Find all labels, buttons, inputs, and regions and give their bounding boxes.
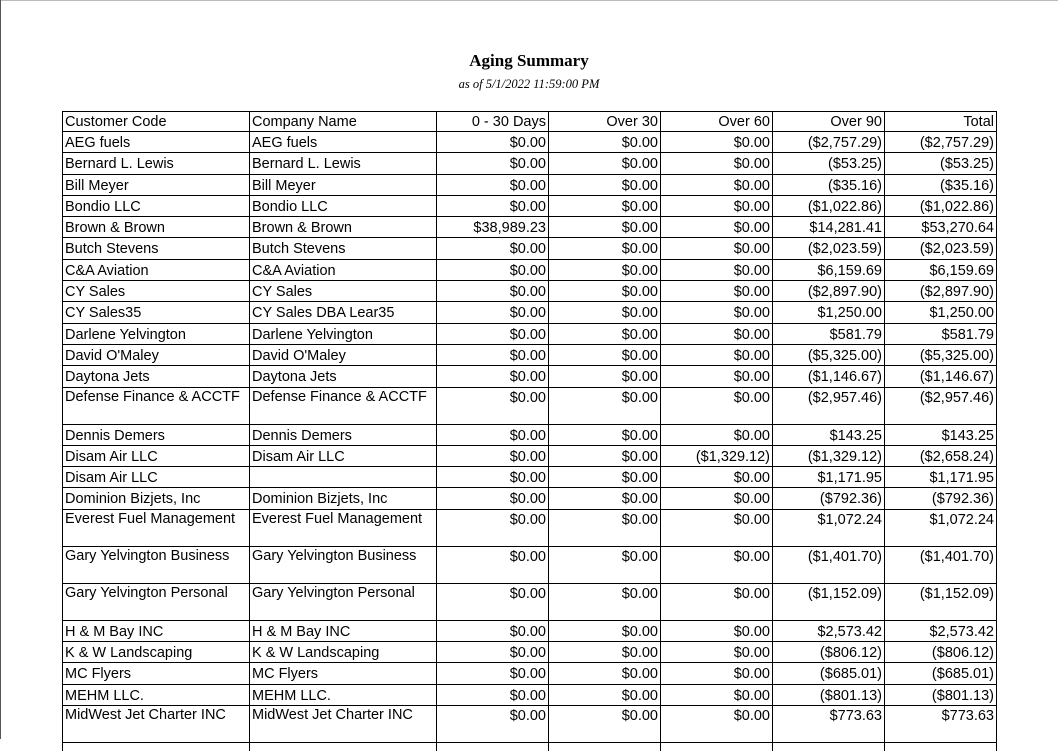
table-row <box>62 388 996 425</box>
over-30-cell: $0.00 <box>621 241 658 258</box>
days-0-30-cell: $0.00 <box>509 491 546 508</box>
customer-code-cell: MC Flyers <box>65 666 132 683</box>
over-90-cell: ($1,401.70) <box>807 548 882 565</box>
over-30-cell: $0.00 <box>621 687 658 704</box>
header-over-90: Over 90 <box>830 114 882 130</box>
page-left-edge <box>0 0 1 739</box>
table-row <box>62 584 996 621</box>
customer-code-cell: H & M Bay INC <box>65 623 164 640</box>
over-30-cell: $0.00 <box>621 369 658 386</box>
over-30-cell: $0.00 <box>621 645 658 662</box>
over-30-cell: $0.00 <box>621 156 658 173</box>
over-60-cell: $0.00 <box>733 511 770 528</box>
table-row <box>62 175 996 196</box>
company-name-cell: Gary Yelvington Personal <box>252 585 415 601</box>
over-30-cell: $0.00 <box>621 305 658 322</box>
over-60-cell: $0.00 <box>733 666 770 683</box>
company-name-cell: Everest Fuel Management <box>252 511 423 527</box>
over-30-cell: $0.00 <box>621 623 658 640</box>
total-cell: ($2,658.24) <box>919 448 994 465</box>
over-30-cell: $0.00 <box>621 389 658 406</box>
company-name-cell: Dennis Demers <box>252 427 352 444</box>
days-0-30-cell: $0.00 <box>509 448 546 465</box>
days-0-30-cell: $0.00 <box>509 369 546 386</box>
header-0-30-days: 0 - 30 Days <box>471 114 546 130</box>
over-60-cell: $0.00 <box>733 198 770 215</box>
over-60-cell: $0.00 <box>733 347 770 364</box>
table-row <box>62 196 996 217</box>
over-90-cell: $2,573.42 <box>817 623 882 640</box>
total-cell: ($1,401.70) <box>919 548 994 565</box>
days-0-30-cell: $0.00 <box>509 548 546 565</box>
over-30-cell: $0.00 <box>621 220 658 237</box>
total-cell: ($2,897.90) <box>919 284 994 301</box>
total-cell: ($801.13) <box>931 687 994 704</box>
customer-code-cell: Darlene Yelvington <box>65 326 186 343</box>
header-over-30: Over 30 <box>606 114 658 130</box>
days-0-30-cell: $0.00 <box>509 241 546 258</box>
days-0-30-cell: $0.00 <box>509 326 546 343</box>
total-cell: ($2,957.46) <box>919 389 994 406</box>
table-row <box>62 467 996 488</box>
over-60-cell: $0.00 <box>733 687 770 704</box>
customer-code-cell: K & W Landscaping <box>65 645 193 662</box>
customer-code-cell: Everest Fuel Management <box>65 511 236 527</box>
days-0-30-cell: $0.00 <box>509 262 546 279</box>
table-row <box>62 132 996 153</box>
company-name-cell: C&A Aviation <box>252 262 336 279</box>
over-90-cell: ($1,152.09) <box>807 585 882 602</box>
customer-code-cell: Gary Yelvington Business <box>65 548 230 564</box>
customer-code-cell: Disam Air LLC <box>65 470 158 487</box>
company-name-cell: CY Sales <box>252 284 313 301</box>
company-name-cell: Butch Stevens <box>252 241 346 258</box>
company-name-cell: MidWest Jet Charter INC <box>252 707 413 723</box>
table-row <box>62 642 996 663</box>
customer-code-cell: Brown & Brown <box>65 220 165 237</box>
days-0-30-cell: $0.00 <box>509 305 546 322</box>
company-name-cell: H & M Bay INC <box>252 623 351 640</box>
header-over-60: Over 60 <box>718 114 770 130</box>
company-name-cell: Dominion Bizjets, Inc <box>252 491 388 508</box>
over-60-cell: $0.00 <box>733 135 770 151</box>
over-60-cell: $0.00 <box>733 491 770 508</box>
company-name-cell: K & W Landscaping <box>252 645 380 662</box>
company-name-cell: Daytona Jets <box>252 369 337 386</box>
customer-code-cell: Dominion Bizjets, Inc <box>65 491 201 508</box>
over-90-cell: ($1,329.12) <box>807 448 882 465</box>
table-row <box>62 547 996 584</box>
company-name-cell: Gary Yelvington Business <box>252 548 417 564</box>
over-90-cell: $1,250.00 <box>817 305 882 322</box>
over-60-cell: $0.00 <box>733 305 770 322</box>
over-90-cell: $1,072.24 <box>817 511 882 528</box>
days-0-30-cell: $38,989.23 <box>473 220 546 237</box>
over-60-cell: ($1,329.12) <box>695 448 770 465</box>
over-90-cell: ($792.36) <box>819 491 882 508</box>
over-90-cell: $1,171.95 <box>817 470 882 487</box>
over-90-cell: ($1,146.67) <box>807 369 882 386</box>
over-60-cell: $0.00 <box>733 241 770 258</box>
total-cell: ($1,152.09) <box>919 585 994 602</box>
over-90-cell: ($53.25) <box>827 156 882 173</box>
over-30-cell: $0.00 <box>621 491 658 508</box>
company-name-cell: Disam Air LLC <box>252 448 345 465</box>
table-row <box>62 260 996 281</box>
table-row <box>62 706 996 743</box>
total-cell: ($685.01) <box>931 666 994 683</box>
over-90-cell: $581.79 <box>829 326 882 343</box>
table-row <box>62 238 996 259</box>
customer-code-cell: Daytona Jets <box>65 369 150 386</box>
table-row <box>62 345 996 366</box>
customer-code-cell: CY Sales <box>65 284 126 301</box>
over-60-cell: $0.00 <box>733 156 770 173</box>
days-0-30-cell: $0.00 <box>509 389 546 406</box>
total-cell: $2,573.42 <box>929 623 994 640</box>
over-90-cell: ($685.01) <box>819 666 882 683</box>
table-row <box>62 366 996 387</box>
days-0-30-cell: $0.00 <box>509 347 546 364</box>
table-row <box>62 302 996 323</box>
over-90-cell: ($5,325.00) <box>807 347 882 364</box>
over-30-cell: $0.00 <box>621 470 658 487</box>
aging-table <box>62 111 996 743</box>
over-60-cell: $0.00 <box>733 284 770 301</box>
total-cell: ($35.16) <box>939 177 994 194</box>
total-cell: $53,270.64 <box>921 220 994 237</box>
total-cell: $581.79 <box>941 326 994 343</box>
customer-code-cell: David O'Maley <box>65 347 159 364</box>
over-90-cell: ($806.12) <box>819 645 882 662</box>
over-60-cell: $0.00 <box>733 427 770 444</box>
total-cell: ($53.25) <box>939 156 994 173</box>
days-0-30-cell: $0.00 <box>509 687 546 704</box>
over-90-cell: $6,159.69 <box>817 262 882 279</box>
over-60-cell: $0.00 <box>733 548 770 565</box>
days-0-30-cell: $0.00 <box>509 623 546 640</box>
total-cell: ($792.36) <box>931 491 994 508</box>
header-customer-code: Customer Code <box>65 114 167 130</box>
company-name-cell: MC Flyers <box>252 666 319 683</box>
customer-code-cell: C&A Aviation <box>65 262 149 279</box>
table-row <box>62 324 996 345</box>
company-name-cell: Bill Meyer <box>252 177 316 194</box>
over-60-cell: $0.00 <box>733 369 770 386</box>
total-cell: ($1,146.67) <box>919 369 994 386</box>
table-row <box>62 153 996 174</box>
company-name-cell: Bondio LLC <box>252 198 328 215</box>
header-company-name: Company Name <box>252 114 357 130</box>
company-name-cell <box>249 470 436 487</box>
days-0-30-cell: $0.00 <box>509 666 546 683</box>
over-60-cell: $0.00 <box>733 585 770 602</box>
days-0-30-cell: $0.00 <box>509 645 546 662</box>
company-name-cell: David O'Maley <box>252 347 346 364</box>
days-0-30-cell: $0.00 <box>509 135 546 151</box>
over-60-cell: $0.00 <box>733 326 770 343</box>
over-30-cell: $0.00 <box>621 585 658 602</box>
customer-code-cell: AEG fuels <box>65 135 131 151</box>
company-name-cell: MEHM LLC. <box>252 687 331 704</box>
page-top-edge <box>0 0 1058 1</box>
over-60-cell: $0.00 <box>733 707 770 724</box>
customer-code-cell: MEHM LLC. <box>65 687 144 704</box>
over-30-cell: $0.00 <box>621 448 658 465</box>
company-name-cell: Defense Finance & ACCTF <box>252 389 427 405</box>
over-60-cell: $0.00 <box>733 645 770 662</box>
total-cell: $773.63 <box>941 707 994 724</box>
table-row <box>62 281 996 302</box>
over-60-cell: $0.00 <box>733 389 770 406</box>
over-60-cell: $0.00 <box>733 623 770 640</box>
total-cell: $1,171.95 <box>929 470 994 487</box>
over-90-cell: ($2,757.29) <box>807 135 882 151</box>
customer-code-cell: MidWest Jet Charter INC <box>65 707 226 723</box>
header-total: Total <box>963 114 994 130</box>
report-subtitle: as of 5/1/2022 11:59:00 PM <box>458 77 600 91</box>
customer-code-cell: CY Sales35 <box>65 305 142 322</box>
company-name-cell: AEG fuels <box>252 135 318 151</box>
total-cell: ($2,757.29) <box>919 135 994 151</box>
table-body <box>62 132 996 743</box>
over-90-cell: ($1,022.86) <box>807 198 882 215</box>
company-name-cell: Brown & Brown <box>252 220 352 237</box>
over-90-cell: ($2,897.90) <box>807 284 882 301</box>
customer-code-cell: Dennis Demers <box>65 427 165 444</box>
over-30-cell: $0.00 <box>621 707 658 724</box>
table-row <box>62 217 996 238</box>
over-30-cell: $0.00 <box>621 326 658 343</box>
days-0-30-cell: $0.00 <box>509 177 546 194</box>
total-cell: $1,072.24 <box>929 511 994 528</box>
customer-code-cell: Butch Stevens <box>65 241 159 258</box>
customer-code-cell: Disam Air LLC <box>65 448 158 465</box>
over-90-cell: $143.25 <box>829 427 882 444</box>
over-90-cell: ($801.13) <box>819 687 882 704</box>
over-90-cell: $773.63 <box>829 707 882 724</box>
table-row <box>62 446 996 467</box>
total-cell: $143.25 <box>941 427 994 444</box>
days-0-30-cell: $0.00 <box>509 198 546 215</box>
table-row <box>62 425 996 446</box>
over-60-cell: $0.00 <box>733 177 770 194</box>
total-cell: ($1,022.86) <box>919 198 994 215</box>
days-0-30-cell: $0.00 <box>509 707 546 724</box>
table-row <box>62 621 996 642</box>
days-0-30-cell: $0.00 <box>509 156 546 173</box>
col-divider <box>996 111 997 751</box>
over-30-cell: $0.00 <box>621 198 658 215</box>
total-cell: ($2,023.59) <box>919 241 994 258</box>
days-0-30-cell: $0.00 <box>509 585 546 602</box>
over-30-cell: $0.00 <box>621 511 658 528</box>
days-0-30-cell: $0.00 <box>509 470 546 487</box>
over-30-cell: $0.00 <box>621 427 658 444</box>
over-90-cell: ($35.16) <box>827 177 882 194</box>
over-60-cell: $0.00 <box>733 470 770 487</box>
over-90-cell: ($2,957.46) <box>807 389 882 406</box>
customer-code-cell: Defense Finance & ACCTF <box>65 389 240 405</box>
customer-code-cell: Gary Yelvington Personal <box>65 585 228 601</box>
over-60-cell: $0.00 <box>733 220 770 237</box>
days-0-30-cell: $0.00 <box>509 427 546 444</box>
table-row <box>62 685 996 706</box>
days-0-30-cell: $0.00 <box>509 511 546 528</box>
over-30-cell: $0.00 <box>621 284 658 301</box>
company-name-cell: Darlene Yelvington <box>252 326 373 343</box>
over-30-cell: $0.00 <box>621 347 658 364</box>
customer-code-cell: Bernard L. Lewis <box>65 156 174 173</box>
table-header-row <box>62 111 996 132</box>
over-30-cell: $0.00 <box>621 135 658 151</box>
days-0-30-cell: $0.00 <box>509 284 546 301</box>
customer-code-cell: Bondio LLC <box>65 198 141 215</box>
customer-code-cell: Bill Meyer <box>65 177 129 194</box>
total-cell: ($806.12) <box>931 645 994 662</box>
table-row <box>62 488 996 509</box>
over-60-cell: $0.00 <box>733 262 770 279</box>
over-90-cell: ($2,023.59) <box>807 241 882 258</box>
total-cell: $1,250.00 <box>929 305 994 322</box>
over-30-cell: $0.00 <box>621 177 658 194</box>
over-30-cell: $0.00 <box>621 548 658 565</box>
total-cell: $6,159.69 <box>929 262 994 279</box>
over-90-cell: $14,281.41 <box>809 220 882 237</box>
total-cell: ($5,325.00) <box>919 347 994 364</box>
report-title: Aging Summary <box>469 51 589 70</box>
company-name-cell: Bernard L. Lewis <box>252 156 361 173</box>
over-30-cell: $0.00 <box>621 666 658 683</box>
company-name-cell: CY Sales DBA Lear35 <box>252 305 395 322</box>
table-row <box>62 510 996 547</box>
table-row <box>62 663 996 684</box>
over-30-cell: $0.00 <box>621 262 658 279</box>
